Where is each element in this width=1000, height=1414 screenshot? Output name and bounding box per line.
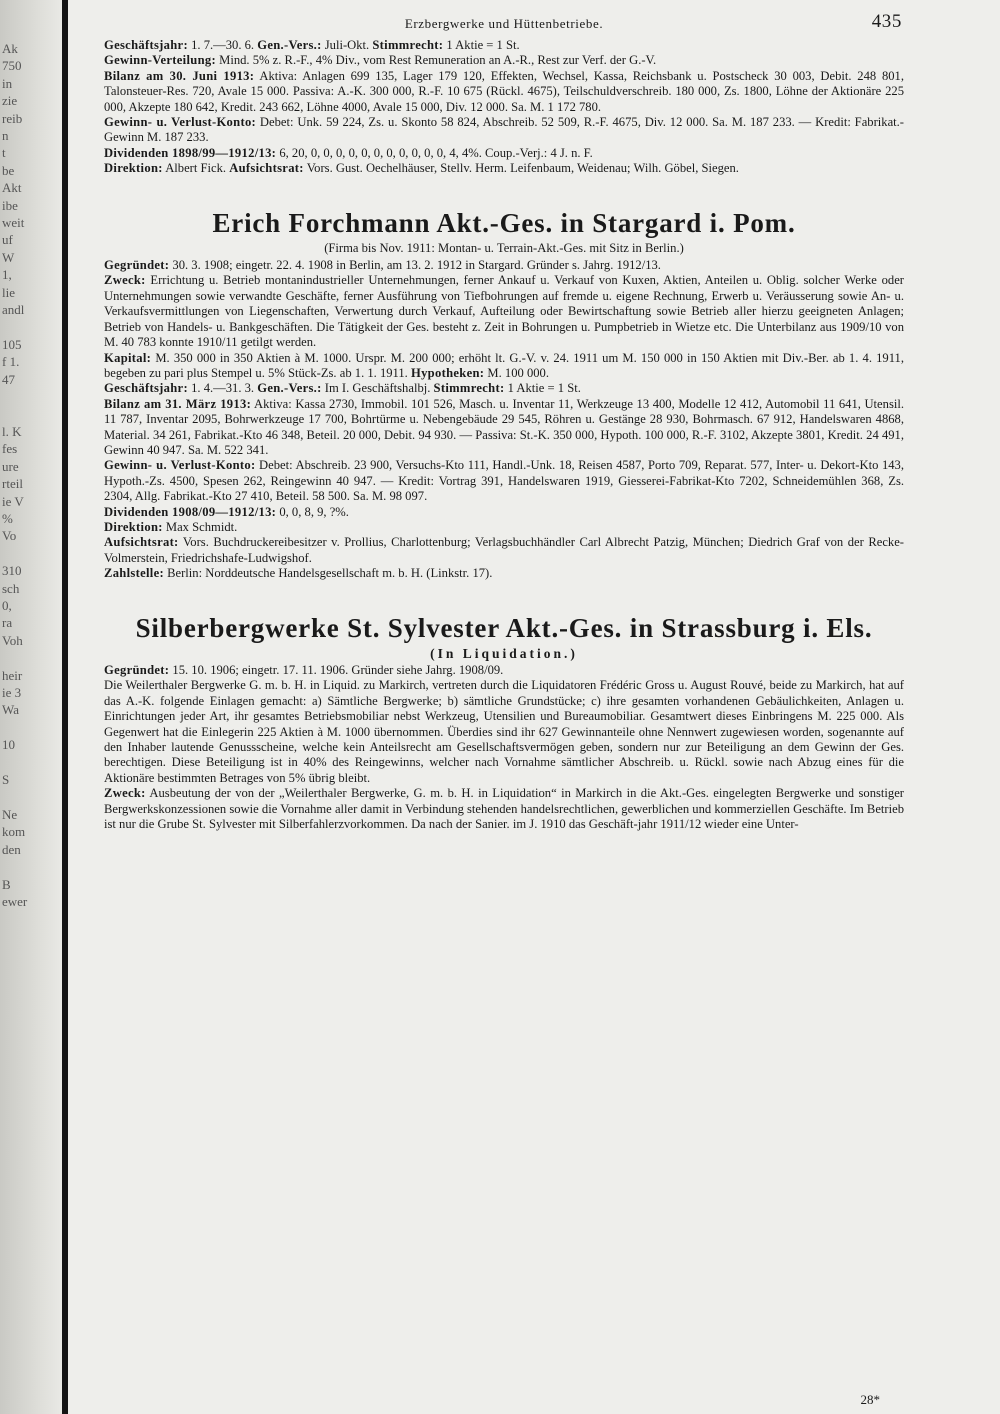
s2-direktion bbox=[104, 520, 904, 535]
s1-direktion-text: Albert Fick. bbox=[162, 161, 230, 176]
s1-dividenden-label: Dividenden 1898/99—1912/13: bbox=[104, 145, 277, 160]
s1-guv-label: Gewinn- u. Verlust-Konto: bbox=[104, 115, 257, 130]
s3-zweck bbox=[104, 786, 904, 832]
s2-bilanz-label: Bilanz am 31. März 1913: bbox=[104, 396, 252, 411]
s3-gegruendet bbox=[104, 663, 904, 678]
s1-bilanz-label: Bilanz am 30. Juni 1913: bbox=[104, 68, 255, 83]
s1-bilanz-text: Aktiva: Anlagen 699 135, Lager 179 120, Effekten, Wechsel, Kassa, Reichsbank u. Postscheck 30 003, Debit. 248 801, Talonsteuer-Res. 720, Avale 15 000. Passiva: A.-K. 300 000, R.-F. 10 675 (Rückl. 4675), Teilschuldverschreib. 180 000, Zs. 1800, Löhne der Aktionäre 225 000, Akzepte 180 642, Kredit. 243 662, Löhne 4000, Avale 15 000, Div. 12 000. Sa. M. 1 172 780. bbox=[104, 68, 904, 114]
s2-zahlstelle-label: Zahlstelle: bbox=[104, 566, 164, 581]
s2-gegruendet bbox=[104, 258, 904, 273]
s2-kapital bbox=[104, 351, 904, 382]
s2-guv-text: Debet: Abschreib. 23 900, Versuchs-Kto 111, Handl.-Unk. 18, Reisen 4587, Porto 709, Reparat. 577, Inter- u. Dekort-Kto 143, Hypoth.-Zs. 4500, Spesen 262, Reingewinn 40 947. — Kredit: Vortrag 391, Handelswaren 1919, Giesserei-Fabrikat-Kto 7202, Schneidemühlen 368, Zs. 2304, Allg. Fabrikat.-Kto 27 410, Beteil. 58 500. Sa. M. 98 097. bbox=[104, 458, 904, 504]
page-number: 435 bbox=[871, 11, 902, 32]
s2-gegruendet-label: Gegründet: bbox=[104, 258, 170, 273]
s1-stimmrecht-text: 1 Aktie = 1 St. bbox=[443, 38, 520, 52]
s2-zweck-text: Errichtung u. Betrieb montanindustrieller Unternehmungen, ferner Ankauf u. Verkauf von Kuxen, Aktien, Anteilen u. Oblig. solcher Werke oder Unternehmungen sowie verwandte Geschäfte, ferner Ausführung von Tiefbohrungen auf fremde u. eigene Rechnung, Erwerb u. Veräusserung sowie An- u. Verkaufsvermittlungen von Liegenschaften, Verwertung durch Verkauf, Aufteilung oder Bewirtschaftung sowie Betrieb aller hierzu geeigneten Anlagen; Betrieb von Handels- u. Bankgeschäften. Die Tätigkeit der Ges. besteht z. Zeit in Bohrungen u. Pumpbetrieb in Wietze etc. Die Unterbilanz aus 1909/10 von M. 40 783 konnte 1910/11 getilgt werden. bbox=[104, 273, 904, 350]
s3-company-title: Silberbergwerke St. Sylvester Akt.-Ges. in Strassburg i. Els. bbox=[135, 612, 873, 643]
page-content bbox=[104, 11, 904, 832]
s1-aufsichtsrat-label: Aufsichtsrat: bbox=[229, 161, 304, 176]
s2-bilanz bbox=[104, 397, 904, 459]
s3-liquidation-note: (In Liquidation.) bbox=[430, 645, 578, 661]
s2-aufsichtsrat-text: Vors. Buchdruckereibesitzer v. Prollius, Charlottenburg; Verlagsbuchhändler Carl Albrecht Patzig, München; Diedrich Graf von der Recke-Volmerstein, Friedrichshafe-Ludwigshof. bbox=[104, 535, 904, 565]
s2-dividenden bbox=[104, 505, 904, 520]
printer-signature: 28* bbox=[860, 1392, 880, 1407]
s1-genvers-label: Gen.-Vers.: bbox=[257, 38, 322, 52]
s2-gegruendet-text: 30. 3. 1908; eingetr. 22. 4. 1908 in Berlin, am 13. 2. 1912 in Stargard. Gründer s. Jahrg. 1912/13. bbox=[169, 258, 661, 273]
s2-guv bbox=[104, 458, 904, 504]
s2-genvers-text: Im I. Geschäftshalbj. bbox=[321, 381, 434, 396]
s2-dividenden-label: Dividenden 1908/09—1912/13: bbox=[104, 504, 277, 519]
s2-hypotheken-text: M. 100 000. bbox=[484, 365, 549, 380]
s3-body: Die Weilerthaler Bergwerke G. m. b. H. in Liquid. zu Markirch, vertreten durch die Liquidatoren Frédéric Gross u. August Rouvé, beide zu Markirch, hat auf das A.-K. folgende Einlagen gemacht: a) Sämtliche Bergwerke; b) sämtliche Grundstücke; c) ihre gesamten vorhandenen Gebäulichkeiten, Anlagen u. Einrichtungen jeder Art, ihr gesamtes Betriebsmobiliar nebst Werkzeug, Utensilien und Bureaumobiliar. Gesamtwert dieses Einbringens M. 225 000. Als Gegenwert hat die Einlegerin 225 Aktien à M. 1000 übernommen. Überdies sind ihr 627 Gewinnanteile ohne Nennwert zugewiesen worden, sogenannte auf den Inhaber lautende Genussscheine, welche kein Anteilsrecht am Gesellschaftsvermögen geben, sondern nur zur Beteiligung an dem Gewinn der Ges. berechtigen. Diese Beteiligung ist in 40% des Reingewinns, welcher nach Vornahme sämtlicher Abschreib. u. Rückl. sowie nach Abzug eines für die Aktionäre bestimmten Betrages von 5% übrig bleibt. bbox=[104, 678, 904, 785]
s2-geschaeftsjahr-text: 1. 4.—31. 3. bbox=[187, 381, 258, 396]
s2-stimmrecht-label: Stimmrecht: bbox=[433, 381, 505, 396]
s2-aufsichtsrat bbox=[104, 535, 904, 566]
s2-geschaeftsjahr bbox=[104, 381, 904, 396]
s2-direktion-text: Max Schmidt. bbox=[162, 519, 238, 534]
s1-stimmrecht-label: Stimmrecht: bbox=[372, 38, 444, 52]
s1-direktion-label: Direktion: bbox=[104, 161, 163, 176]
s2-geschaeftsjahr-label: Geschäftsjahr: bbox=[104, 381, 188, 396]
s2-genvers-label: Gen.-Vers.: bbox=[257, 381, 322, 396]
s3-gegruendet-label: Gegründet: bbox=[104, 663, 170, 677]
s2-zahlstelle-text: Berlin: Norddeutsche Handelsgesellschaft m. b. H. (Linkstr. 17). bbox=[163, 566, 493, 581]
s2-zahlstelle bbox=[104, 566, 904, 581]
s1-guv bbox=[104, 115, 904, 146]
s1-aufsichtsrat-text: Vors. Gust. Oechelhäuser, Stellv. Herm. Leifenbaum, Weidenau; Wilh. Göbel, Siegen. bbox=[303, 161, 739, 176]
s1-gewinnverteilung bbox=[104, 53, 904, 68]
s2-hypotheken-label: Hypotheken: bbox=[410, 365, 485, 380]
s3-zweck-text: Ausbeutung der von der „Weilerthaler Bergwerke, G. m. b. H. in Liquidation“ in Markirch in die Akt.-Ges. eingelegten Bergwerke und sonstiger Bergwerkskonzessionen sowie die Vornahme aller damit in Verbindung stehenden handelsrechtlichen, gewerblichen und kommerziellen Geschäfte. Im Betrieb ist nur die Grube St. Sylvester mit Silberfahlerzvorkommen. Da nach der Sanier. im J. 1910 das Geschäft-jahr 1911/12 wieder eine Unter- bbox=[104, 786, 904, 832]
s2-bilanz-text: Aktiva: Kassa 2730, Immobil. 101 526, Masch. u. Inventar 11, Werkzeuge 13 400, Modelle 12 412, Automobil 11 641, Utensil. 11 787, Inventar 2095, Bohrwerkzeuge 17 700, Bohrtürme u. Nebengebäude 29 545, Röhren u. Gestänge 28 930, Bohrmasch. 67 912, Handelswaren 4868, Material. 34 261, Fabrikat.-Kto 46 348, Beteil. 20 000, Debit. 94 930. — Passiva: St.-K. 350 000, Hypoth. 100 000, R.-F. 3102, Akzepte 3801, Kredit. 24 491, Gewinn 40 947. Sa. M. 522 341. bbox=[104, 396, 904, 457]
s1-gewinnverteilung-text: Mind. 5% z. R.-F., 4% Div., vom Rest Remuneration an A.-R., Rest zur Verf. der G.-V. bbox=[215, 53, 657, 68]
book-gutter bbox=[62, 0, 68, 1414]
s2-kapital-label: Kapital: bbox=[104, 350, 152, 365]
s1-geschaeftsjahr-text: 1. 7.—30. 6. bbox=[187, 38, 258, 52]
running-title: Erzbergwerke und Hüttenbetriebe. bbox=[404, 16, 604, 31]
s1-bilanz bbox=[104, 69, 904, 115]
s1-guv-text: Debet: Unk. 59 224, Zs. u. Skonto 58 824, Abschreib. 52 509, R.-F. 4675, Div. 12 000. Sa. M. 187 233. — Kredit: Fabrikat.-Gewinn M. 187 233. bbox=[104, 115, 904, 145]
s1-direktion bbox=[104, 161, 904, 176]
s1-genvers-text: Juli-Okt. bbox=[321, 38, 373, 52]
s1-gewinnverteilung-label: Gewinn-Verteilung: bbox=[104, 53, 216, 68]
s2-subtitle: (Firma bis Nov. 1911: Montan- u. Terrain-Akt.-Ges. mit Sitz in Berlin.) bbox=[324, 240, 684, 255]
s1-dividenden bbox=[104, 146, 904, 161]
s2-aufsichtsrat-label: Aufsichtsrat: bbox=[104, 535, 179, 550]
s2-company-title: Erich Forchmann Akt.-Ges. in Stargard i. Pom. bbox=[212, 207, 796, 238]
facing-page-fragments: Ak 750 in zie reib n t be Akt ibe weit uf W 1, lie andl 105 f 1. 47 l. K fes ure rteil ie V % Vo 310 sch 0, ra Voh heir ie 3 Wa 10 S Ne kom den B ewer bbox=[2, 41, 28, 909]
s1-geschaeftsjahr bbox=[104, 38, 904, 53]
s1-dividenden-text: 6, 20, 0, 0, 0, 0, 0, 0, 0, 0, 0, 0, 0, 4, 4%. Coup.-Verj.: 4 J. n. F. bbox=[276, 145, 593, 160]
s2-direktion-label: Direktion: bbox=[104, 519, 163, 534]
s2-zweck bbox=[104, 273, 904, 350]
s3-gegruendet-text: 15. 10. 1906; eingetr. 17. 11. 1906. Gründer siehe Jahrg. 1908/09. bbox=[169, 663, 504, 677]
s2-guv-label: Gewinn- u. Verlust-Konto: bbox=[104, 458, 256, 473]
facing-page-edge bbox=[0, 0, 62, 1414]
s1-geschaeftsjahr-label: Geschäftsjahr: bbox=[104, 38, 188, 52]
running-head bbox=[104, 11, 904, 38]
s2-stimmrecht-text: 1 Aktie = 1 St. bbox=[504, 381, 581, 396]
s2-dividenden-text: 0, 0, 8, 9, ?%. bbox=[276, 504, 349, 519]
s2-zweck-label: Zweck: bbox=[104, 273, 146, 288]
s3-zweck-label: Zweck: bbox=[104, 786, 146, 801]
s2-kapital-text: M. 350 000 in 350 Aktien à M. 1000. Urspr. M. 200 000; erhöht lt. G.-V. v. 24. 1911 um M. 150 000 in 150 Aktien mit Div.-Ber. ab 1. 4. 1911, begeben zu pari plus Stempel u. 5% Stück-Zs. ab 1. 1. 1911. bbox=[104, 350, 904, 380]
